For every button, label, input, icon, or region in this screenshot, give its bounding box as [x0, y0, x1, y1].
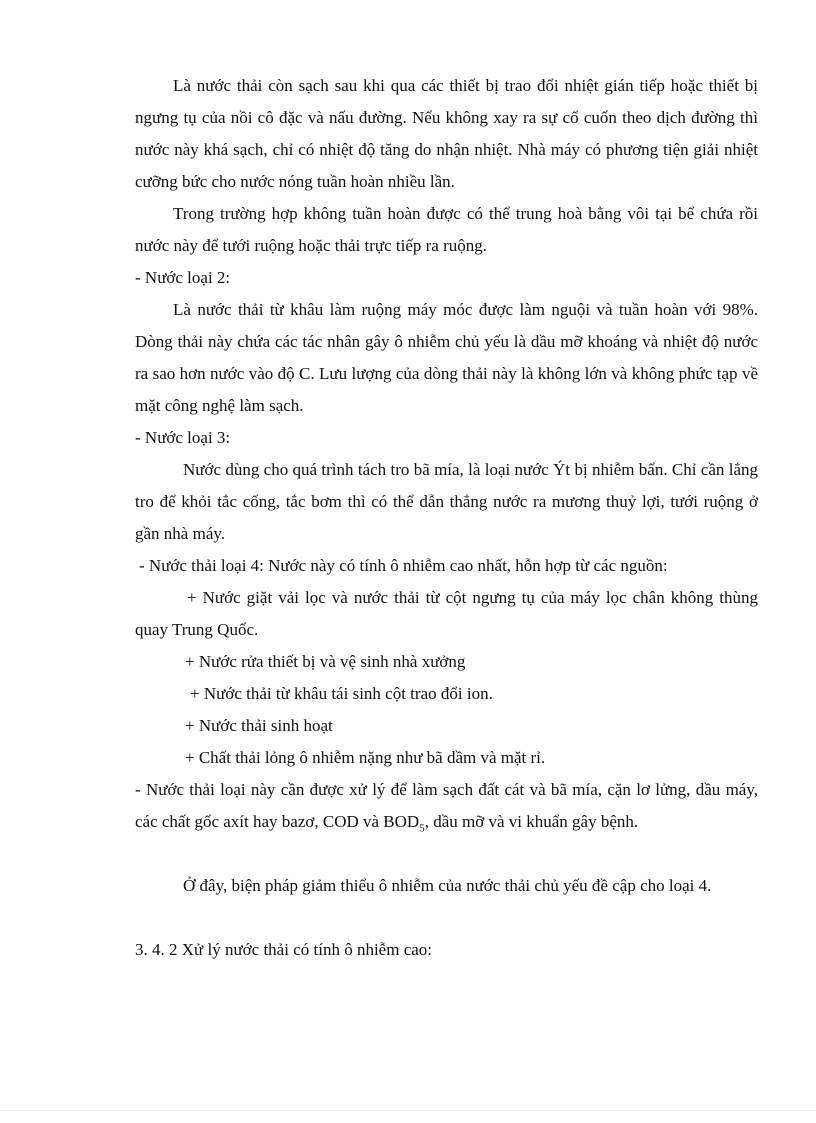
heading-water-type-2: - Nước loại 2:	[135, 268, 231, 287]
bullet-heavy-liquid-waste: + Chất thải lỏng ô nhiễm nặng như bã dầm và mặt rỉ.	[185, 748, 546, 767]
paragraph-water-type-3: Nước dùng cho quá trình tách tro bã mía, là loại nước Ýt bị nhiễm bẩn. Chỉ cần lắng tro để khỏi tắc cống, tắc bơm thì có thể dẫn thẳng nước ra mương thuỷ lợi, tưới ruộng ở gần nhà máy.	[135, 460, 758, 543]
paragraph-treatment-requirements	[135, 774, 758, 838]
treatment-text-part2: , dầu mỡ và vi khuẩn gây bệnh.	[424, 812, 639, 831]
paragraph-cooling-water: Là nước thải còn sạch sau khi qua các thiết bị trao đổi nhiệt gián tiếp hoặc thiết bị ngưng tụ của nồi cô đặc và nấu đường. Nếu không xay ra sự cố cuốn theo dịch đường thì nước này khá sạch, chỉ có nhiệt độ tăng do nhận nhiệt. Nhà máy có phương tiện giải nhiệt cưỡng bức cho nước nóng tuần hoàn nhiều lần.	[135, 76, 758, 191]
heading-water-type-3: - Nước loại 3:	[135, 428, 231, 447]
section-heading-3-4-2: 3. 4. 2 Xử lý nước thải có tính ô nhiễm cao:	[135, 940, 433, 959]
bod-subscript: 5	[419, 822, 425, 835]
bullet-domestic-wastewater: + Nước thải sinh hoạt	[185, 716, 333, 735]
paragraph-mitigation-focus: Ở đây, biện pháp giảm thiểu ô nhiễm của nước thải chủ yếu đề cập cho loại 4.	[183, 876, 712, 895]
paragraph-neutralization: Trong trường hợp không tuần hoàn được có thể trung hoà bằng vôi tại bể chứa rồi nước này để tưới ruộng hoặc thải trực tiếp ra ruộng.	[135, 204, 758, 255]
paragraph-water-type-2: Là nước thải từ khâu làm ruộng máy móc được làm nguội và tuần hoàn với 98%. Dòng thải này chứa các tác nhân gây ô nhiễm chủ yếu là dầu mỡ khoáng và nhiệt độ nước ra sao hơn nước vào độ C. Lưu lượng của dòng thải này là không lớn và không phức tạp về mặt công nghệ làm sạch.	[135, 300, 758, 415]
heading-water-type-4: - Nước thải loại 4: Nước này có tính ô nhiễm cao nhất, hỗn hợp từ các nguồn:	[139, 556, 668, 575]
treatment-text-part1: - Nước thải loại này cần được xử lý để làm sạch đất cát và bã mía, cặn lơ lửng, dầu máy, các chất gốc axít hay bazơ, COD và BOD	[135, 780, 758, 831]
bullet-filter-cloth-water: + Nước giặt vải lọc và nước thải từ cột ngưng tụ của máy lọc chân không thùng quay Trung Quốc.	[135, 588, 758, 639]
page-bottom-divider	[0, 1110, 816, 1111]
bullet-equipment-washing: + Nước rửa thiết bị và vệ sinh nhà xưởng	[185, 652, 466, 671]
bullet-ion-exchange-regeneration: + Nước thải từ khâu tái sinh cột trao đổi ion.	[190, 684, 493, 703]
